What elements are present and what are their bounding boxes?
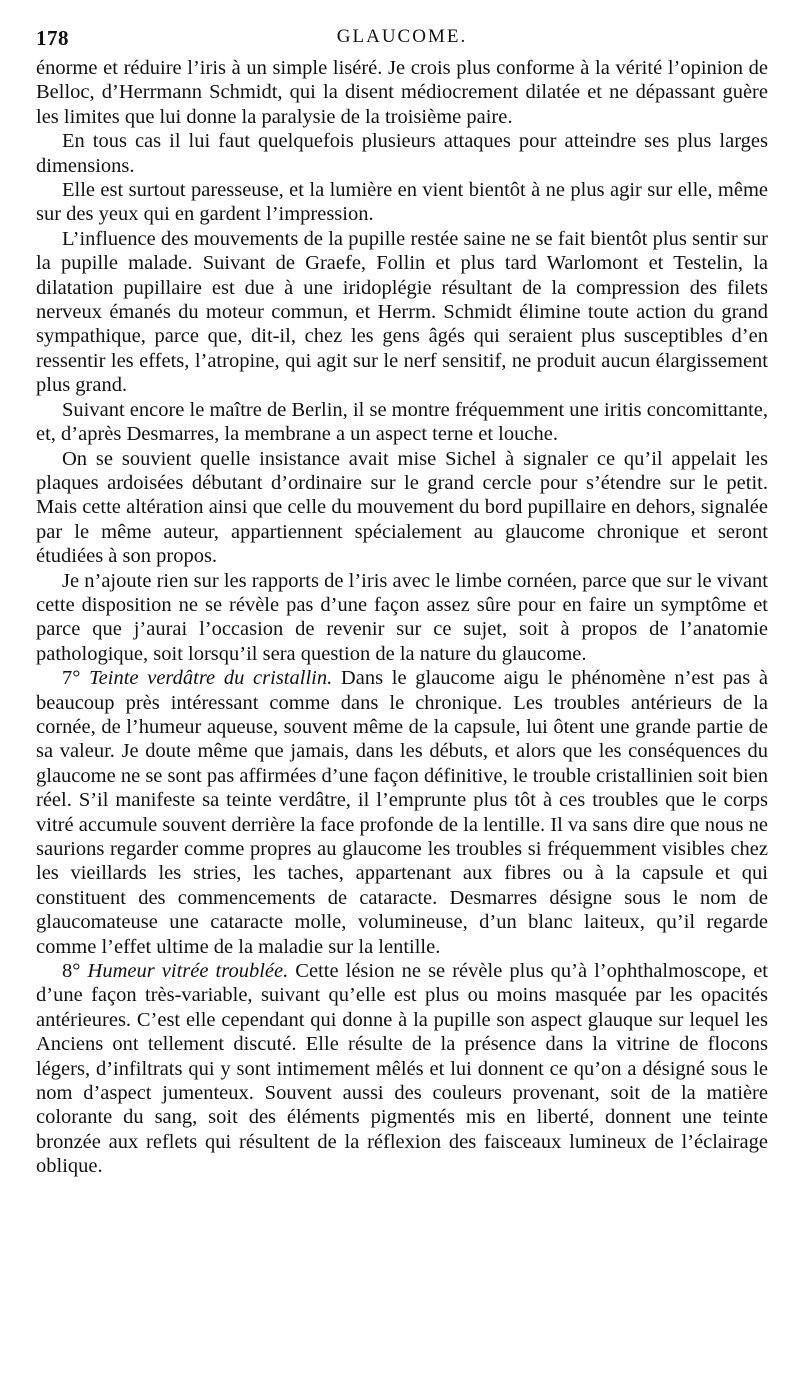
running-head: GLAUCOME.	[336, 26, 468, 47]
paragraph: En tous cas il lui faut quelquefois plusieurs attaques pour atteindre ses plus larges dimensions.	[36, 130, 768, 177]
section-title: Teinte verdâtre du cristallin.	[89, 667, 333, 690]
paragraph: Je n’ajoute rien sur les rapports de l’iris avec le limbe cornéen, parce que sur le vivant cette disposition ne se révèle pas d’une façon assez sûre pour en faire un symptôme et parce que j’aurai l’occasion de revenir sur ce sujet, soit à propos de l’anatomie pathologique, soit lorsqu’il sera question de la nature du glaucome.	[36, 569, 768, 665]
section-paragraph-8	[36, 959, 768, 1179]
body-text	[36, 56, 768, 1179]
section-paragraph-7	[36, 666, 768, 959]
section-number: 7°	[62, 667, 90, 690]
section-title: Humeur vitrée troublée.	[87, 960, 289, 983]
book-page	[36, 26, 768, 1366]
page-header	[36, 26, 768, 56]
section-number: 8°	[62, 960, 88, 983]
paragraph: Suivant encore le maître de Berlin, il se montre fréquemment une iritis concomittante, et, d’après Desmarres, la membrane a un aspect terne et louche.	[36, 398, 768, 446]
section-text: Cette lésion ne se révèle plus qu’à l’ophthalmoscope, et d’une façon très-variable, suivant qu’elle est plus ou moins masquée par les opacités antérieures. C’est elle cependant qui donne à la pupille son aspect glauque sur lequel les Anciens ont tellement discuté. Elle résulte de la présence dans la vitrine de flocons légers, d’infiltrats qui y sont intimement mêlés et lui donnent ce qu’on a désigné sous le nom d’aspect jumenteux. Souvent aussi des couleurs provenant, soit de la matière colorante du sang, soit des éléments pigmentés mis en liberté, donnent une teinte bronzée aux reflets qui résultent de la réflexion des faisceaux lumineux de l’éclairage oblique.	[36, 960, 768, 1178]
section-text: Dans le glaucome aigu le phénomène n’est pas à beaucoup près intéressant comme dans le chronique. Les troubles antérieurs de la cornée, de l’humeur aqueuse, souvent même de la capsule, lui ôtent une grande partie de sa valeur. Je doute même que jamais, dans les débuts, et alors que les conséquences du glaucome ne se sont pas affirmées d’une façon définitive, le trouble cristallinien soit bien réel. S’il manifeste sa teinte verdâtre, il l’emprunte plus tôt à ces troubles que le corps vitré accumule souvent derrière la face profonde de la lentille. Il va sans dire que nous ne saurions regarder comme propres au glaucome les troubles si fréquemment visibles chez les vieillards les stries, les taches, appartenant aux fibres ou à la capsule et qui constituent des commencements de cataracte. Desmarres désigne sous le nom de glaucomateuse une cataracte molle, volumineuse, d’un blanc laiteux, qu’il regarde comme l’effet ultime de la maladie sur la lentille.	[36, 667, 769, 958]
paragraph: L’influence des mouvements de la pupille restée saine ne se fait bientôt plus sentir sur la pupille malade. Suivant de Graefe, Follin et plus tard Warlomont et Testelin, la dilatation pupillaire est due à une iridoplégie résultant de la compression des filets nerveux émanés du moteur commun, et Herrm. Schmidt élimine toute action du grand sympathique, parce que, dit-il, chez les gens âgés qui seraient plus susceptibles d’en ressentir les effets, l’atropine, qui agit sur le nerf sensitif, ne produit aucun élargissement plus grand.	[36, 227, 768, 397]
page-number: 178	[36, 26, 69, 50]
paragraph: Elle est surtout paresseuse, et la lumière en vient bientôt à ne plus agir sur elle, même sur des yeux qui en gardent l’impression.	[36, 179, 768, 226]
paragraph: énorme et réduire l’iris à un simple liséré. Je crois plus conforme à la vérité l’opinion de Belloc, d’Herrmann Schmidt, qui la disent médiocrement dilatée et ne dépassant guère les limites que lui donne la paralysie de la troisième paire.	[36, 57, 768, 128]
paragraph: On se souvient quelle insistance avait mise Sichel à signaler ce qu’il appelait les plaques ardoisées débutant d’ordinaire sur le grand cercle pour s’étendre sur le petit. Mais cette altération ainsi que celle du mouvement du bord pupillaire en dehors, signalée par le même auteur, appartiennent spécialement au glaucome chronique et seront étudiées à son propos.	[36, 447, 768, 568]
